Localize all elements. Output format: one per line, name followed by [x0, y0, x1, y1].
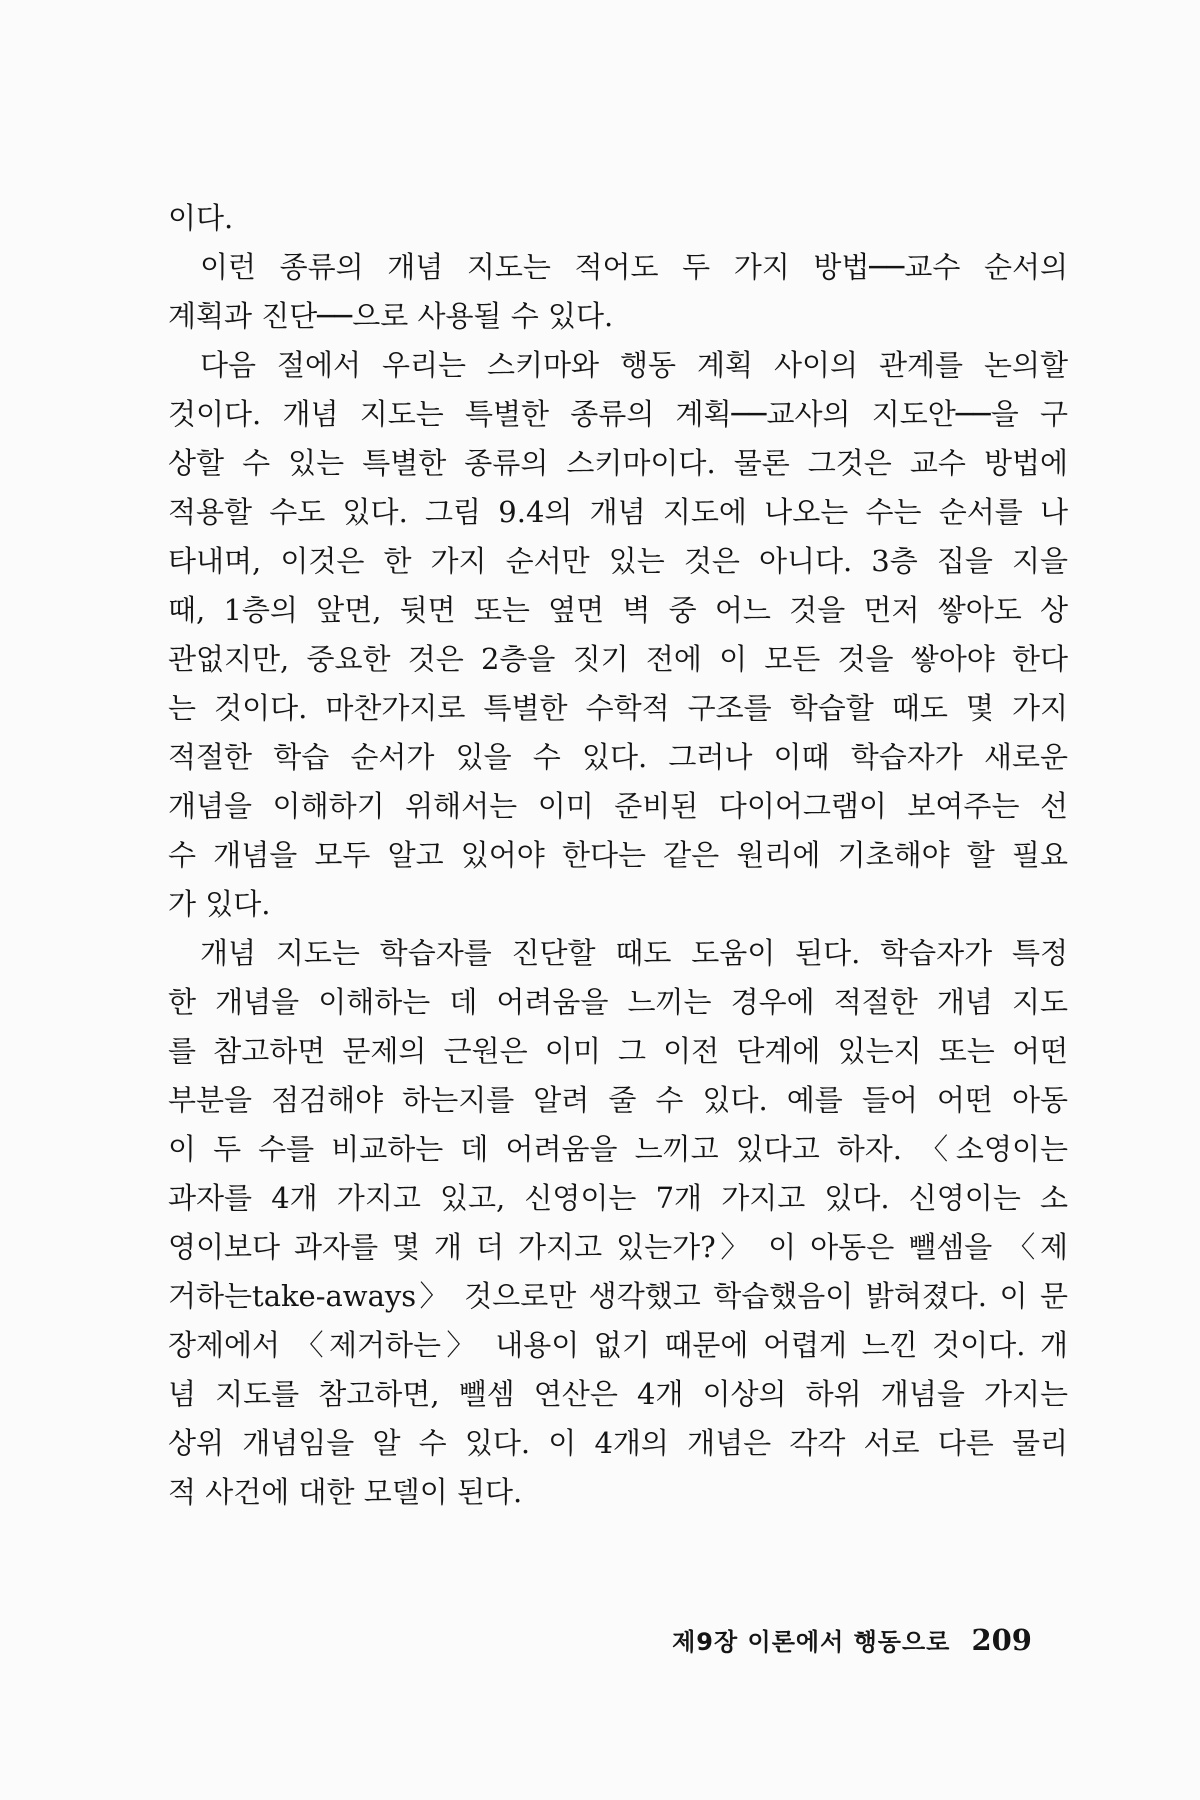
text-line: 상위 개념임을 알 수 있다. 이 4개의 개념은 각각 서로 다른 물리: [168, 1426, 1068, 1460]
text-line: 계획과 진단──으로 사용될 수 있다.: [168, 299, 614, 333]
text-line: 한 개념을 이해하는 데 어려움을 느끼는 경우에 적절한 개념 지도: [168, 985, 1068, 1019]
text-line: 를 참고하면 문제의 근원은 이미 그 이전 단계에 있는지 또는 어떤: [168, 1034, 1068, 1068]
text-line: 과자를 4개 가지고 있고, 신영이는 7개 가지고 있다. 신영이는 소: [168, 1181, 1068, 1215]
text-line: 부분을 점검해야 하는지를 알려 줄 수 있다. 예를 들어 어떤 아동: [168, 1083, 1068, 1117]
text-line: 관없지만, 중요한 것은 2층을 짓기 전에 이 모든 것을 쌓아야 한다: [168, 642, 1068, 676]
text-line: 상할 수 있는 특별한 종류의 스키마이다. 물론 그것은 교수 방법에: [168, 446, 1068, 480]
page-number: 209: [971, 1623, 1032, 1657]
text-line: 이런 종류의 개념 지도는 적어도 두 가지 방법──교수 순서의: [200, 250, 1068, 284]
text-line: 적용할 수도 있다. 그림 9.4의 개념 지도에 나오는 수는 순서를 나: [168, 495, 1068, 529]
text-line: 개념을 이해하기 위해서는 이미 준비된 다이어그램이 보여주는 선: [168, 789, 1068, 823]
text-line: 적절한 학습 순서가 있을 수 있다. 그러나 이때 학습자가 새로운: [168, 740, 1068, 774]
paragraph: [168, 243, 1068, 341]
text-line: 념 지도를 참고하면, 뺄셈 연산은 4개 이상의 하위 개념을 가지는: [168, 1377, 1068, 1411]
text-line: 때, 1층의 앞면, 뒷면 또는 옆면 벽 중 어느 것을 먼저 쌓아도 상: [168, 593, 1068, 627]
text-line: 가 있다.: [168, 887, 271, 921]
paragraph: [168, 929, 1068, 1517]
paragraph: [168, 341, 1068, 929]
text-line: 장제에서 〈제거하는〉 내용이 없기 때문에 어렵게 느낀 것이다. 개: [168, 1328, 1068, 1362]
text-line: 수 개념을 모두 알고 있어야 한다는 같은 원리에 기초해야 할 필요: [168, 838, 1068, 872]
text-line: 타내며, 이것은 한 가지 순서만 있는 것은 아니다. 3층 집을 지을: [168, 544, 1068, 578]
text-line: 는 것이다. 마찬가지로 특별한 수학적 구조를 학습할 때도 몇 가지: [168, 691, 1068, 725]
text-line: 적 사건에 대한 모델이 된다.: [168, 1475, 523, 1509]
chapter-title: 제9장 이론에서 행동으로: [672, 1628, 951, 1656]
body-text: [168, 194, 1068, 1517]
running-footer: [672, 1622, 1032, 1657]
paragraph: [168, 194, 1068, 243]
text-line: 다음 절에서 우리는 스키마와 행동 계획 사이의 관계를 논의할: [200, 348, 1068, 382]
text-line: 이다.: [168, 201, 234, 235]
text-line: 이 두 수를 비교하는 데 어려움을 느끼고 있다고 하자. 〈소영이는: [168, 1132, 1068, 1166]
text-line: 거하는take-aways〉 것으로만 생각했고 학습했음이 밝혀졌다. 이 문: [168, 1279, 1068, 1313]
text-line: 영이보다 과자를 몇 개 더 가지고 있는가?〉 이 아동은 뺄셈을 〈제: [168, 1230, 1068, 1264]
text-line: 개념 지도는 학습자를 진단할 때도 도움이 된다. 학습자가 특정: [200, 936, 1068, 970]
text-line: 것이다. 개념 지도는 특별한 종류의 계획──교사의 지도안──을 구: [168, 397, 1068, 431]
